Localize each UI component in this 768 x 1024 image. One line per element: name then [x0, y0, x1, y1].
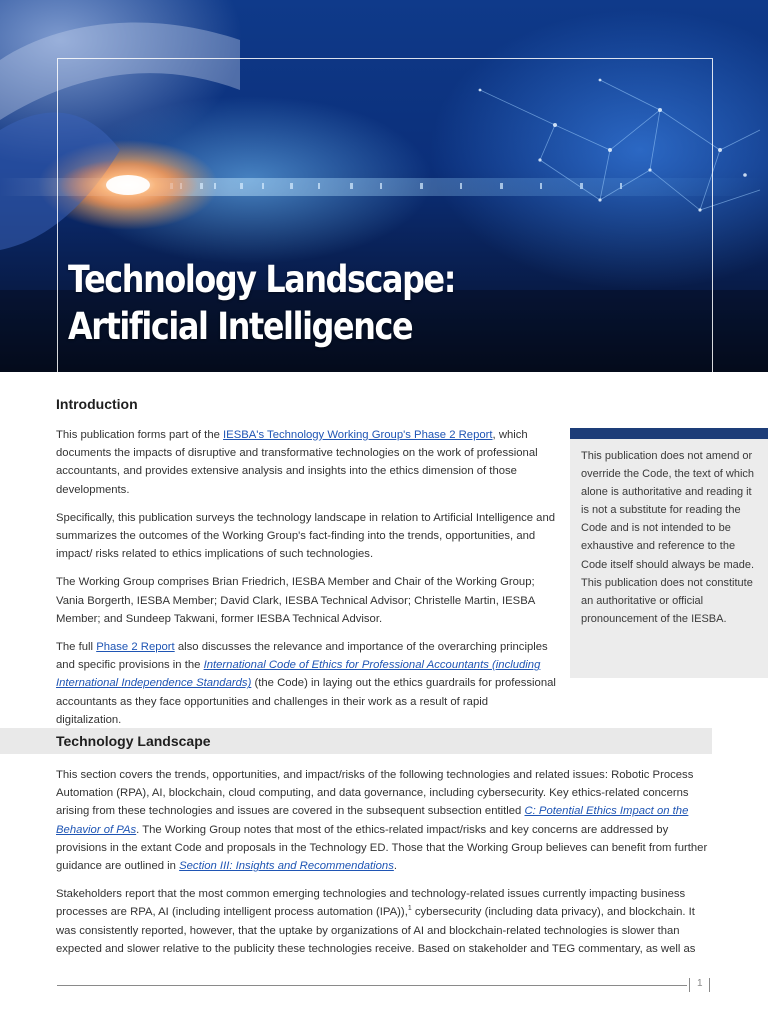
- intro-paragraph-1: [56, 426, 556, 499]
- introduction-body: [56, 426, 556, 739]
- intro-p1-text-end: , which documents the impacts of disruptive and transformative technologies on the work of professional accountants, and provides extensive analysis and insights into the ethics dimension of those developments.: [56, 429, 538, 496]
- intro-paragraph-3: The Working Group comprises Brian Friedrich, IESBA Member and Chair of the Working Group; Vania Borgerth, IESBA Member; David Clark, IESBA Technical Advisor; Christelle Martin, IESBA Member; and Sundeep Takwani, former IESBA Technical Advisor.: [56, 576, 535, 625]
- technology-landscape-heading: Technology Landscape: [56, 733, 211, 749]
- disclaimer-text: This publication does not amend or override the Code, the text of which alone is authoritative and reading it is not a substitute for reading the Code and is not intended to be exhaustive and reference to the Code itself should always be made. This publication does not constitute an authoritative or official pronouncement of the IESBA.: [581, 450, 755, 625]
- ethics-impact-link[interactable]: C: Potential Ethics Impact on the Behavior of PAs: [56, 805, 689, 836]
- insights-recommendations-link[interactable]: Section III: Insights and Recommendations: [179, 860, 394, 873]
- page-title-line-1: Technology Landscape:: [68, 258, 456, 301]
- footnote-marker[interactable]: 1: [407, 905, 412, 913]
- page-number: 1: [697, 978, 703, 989]
- intro-p4-text-mid: also discusses the relevance and importance of the overarching principles and specific provisions in the: [56, 641, 548, 672]
- introduction-heading: Introduction: [56, 396, 138, 412]
- intro-p1-text: This publication forms part of the: [56, 429, 224, 441]
- phase-2-report-link-2[interactable]: Phase 2 Report: [96, 641, 175, 654]
- code-of-ethics-link[interactable]: International Code of Ethics for Professional Accountants (including International Independence Standards): [56, 659, 541, 690]
- intro-p4-text: The full: [56, 641, 97, 654]
- disclaimer-sidebar: [570, 428, 768, 678]
- tl-paragraph-1: [56, 766, 716, 875]
- intro-paragraph-2: Specifically, this publication surveys the technology landscape in relation to Artificial Intelligence and summarizes the outcomes of the Working Group's fact-finding into the trends, opportunities, and impact/ risks related to ethics implications of such technologies.: [56, 511, 556, 561]
- technology-landscape-band: [0, 728, 712, 754]
- footer-divider-left: [689, 978, 690, 992]
- intro-p4-text-end: (the Code) in laying out the ethics guardrails for professional accountants as they face opportunities and challenges in their work as a result of rapid digitalization.: [56, 677, 556, 726]
- tl-p2-text: Stakeholders report that the most common emerging technologies and technology-related issues currently impacting business processes are RPA, AI (including intelligent process automation (IPA)),: [56, 888, 686, 919]
- phase-2-report-link[interactable]: IESBA's Technology Working Group's Phase 2 Report: [223, 429, 493, 441]
- tl-p1-text-mid: . The Working Group notes that most of the ethics-related impact/risks and key concerns are addressed by provisions in the extant Code and proposals in the Technology ED. Those that the Working Group believes can benefit from further guidance are outlined in: [56, 823, 708, 873]
- footer-divider-right: [709, 978, 710, 992]
- page-title: [68, 256, 455, 350]
- tl-p1-text-end: .: [393, 860, 398, 873]
- page-title-line-2: Artificial Intelligence: [68, 305, 413, 348]
- tl-paragraph-2: [56, 885, 716, 958]
- intro-paragraph-4: [56, 638, 556, 729]
- footer-rule: [57, 985, 687, 986]
- hero-banner: [0, 0, 768, 372]
- technology-landscape-body: [56, 766, 716, 968]
- sidebar-accent-bar: [570, 428, 768, 439]
- tl-p2-text-end: cybersecurity (including data privacy), and blockchain. It was consistently reported, however, that the uptake by organizations of AI and blockchain-related technologies is slower than expected and slower relative to the publicity these technologies receive. Based on stakeholder and TEG commentary, as well as: [56, 906, 696, 955]
- tl-p1-text: This section covers the trends, opportunities, and impact/risks of the following technologies and related issues: Robotic Process Automation (RPA), AI, blockchain, cloud computing, and data governance, including cybersecurity. Key ethics-related concerns arising from these technologies and issues are covered in the subsequent subsection entitled: [56, 769, 694, 818]
